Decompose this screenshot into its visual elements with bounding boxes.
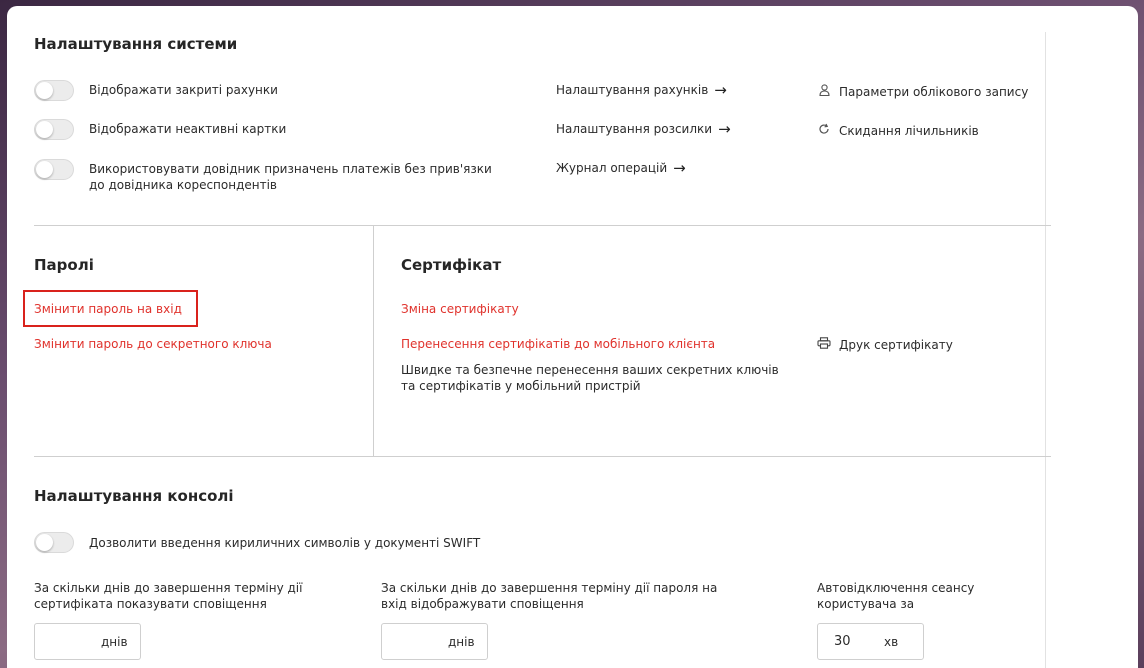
- divider-vertical-mid: [373, 226, 374, 457]
- days-unit: днів: [101, 635, 128, 649]
- operations-log-link-label: Журнал операцій: [556, 161, 668, 175]
- arrow-right-icon: →: [714, 81, 727, 99]
- printer-icon: [817, 337, 831, 352]
- reset-counters-link[interactable]: [817, 123, 979, 138]
- operations-log-link[interactable]: [556, 161, 686, 175]
- account-settings-link-label: Налаштування рахунків: [556, 83, 709, 97]
- system-settings-title: Налаштування системи: [34, 35, 238, 53]
- user-icon: [817, 84, 831, 99]
- toggle-label-cyrillic-swift: Дозволити введення кириличних символів у документі SWIFT: [89, 536, 481, 550]
- change-secret-key-password-link[interactable]: Змінити пароль до секретного ключа: [34, 337, 272, 351]
- transfer-certificates-link[interactable]: Перенесення сертифікатів до мобільного клієнта: [401, 337, 716, 351]
- session-timeout-input[interactable]: [817, 623, 924, 660]
- toggle-label-closed-accounts: Відображати закриті рахунки: [89, 83, 278, 97]
- mailing-settings-link[interactable]: [556, 122, 731, 136]
- print-certificate-link[interactable]: [817, 337, 953, 352]
- cert-notice-days-label: За скільки днів до завершення терміну дії сертифіката показувати сповіщення: [34, 581, 303, 611]
- transfer-description: Швидке та безпечне перенесення ваших секретних ключів та сертифікатів у мобільний пристрій: [401, 363, 779, 393]
- settings-panel: [7, 6, 1138, 668]
- reset-counters-label: Скидання лічильників: [839, 123, 979, 138]
- account-settings-link[interactable]: [556, 83, 727, 97]
- minutes-unit: хв: [884, 635, 899, 649]
- toggle-label-inactive-cards: Відображати неактивні картки: [89, 122, 287, 136]
- divider-horizontal-1: [34, 225, 1051, 226]
- toggle-label-payment-purpose: Використовувати довідник призначень платежів без прив'язки до довідника кореспондентів: [89, 162, 492, 192]
- toggle-cyrillic-swift[interactable]: [34, 532, 74, 553]
- toggle-payment-purpose-directory[interactable]: [34, 159, 74, 180]
- change-certificate-link[interactable]: Зміна сертифікату: [401, 302, 519, 316]
- cert-notice-days-input[interactable]: [34, 623, 141, 660]
- days-unit: днів: [448, 635, 475, 649]
- account-parameters-link[interactable]: [817, 84, 1028, 99]
- password-notice-days-input[interactable]: [381, 623, 488, 660]
- mailing-settings-link-label: Налаштування розсилки: [556, 122, 713, 136]
- toggle-show-closed-accounts[interactable]: [34, 80, 74, 101]
- certificate-title: Сертифікат: [401, 256, 502, 274]
- arrow-right-icon: →: [673, 159, 686, 177]
- arrow-right-icon: →: [718, 120, 731, 138]
- print-certificate-label: Друк сертифікату: [839, 337, 953, 352]
- divider-horizontal-2: [34, 456, 1051, 457]
- toggle-show-inactive-cards[interactable]: [34, 119, 74, 140]
- refresh-icon: [817, 123, 831, 138]
- console-settings-title: Налаштування консолі: [34, 487, 234, 505]
- session-timeout-label: Автовідключення сеансу користувача за: [817, 581, 975, 611]
- password-notice-days-label: За скільки днів до завершення терміну дії пароля на вхід відображувати сповіщення: [381, 581, 718, 611]
- passwords-title: Паролі: [34, 256, 94, 274]
- session-timeout-value[interactable]: 30: [834, 634, 851, 649]
- divider-vertical-right: [1045, 32, 1046, 668]
- account-parameters-label: Параметри облікового запису: [839, 84, 1029, 99]
- change-login-password-link[interactable]: Змінити пароль на вхід: [34, 302, 182, 316]
